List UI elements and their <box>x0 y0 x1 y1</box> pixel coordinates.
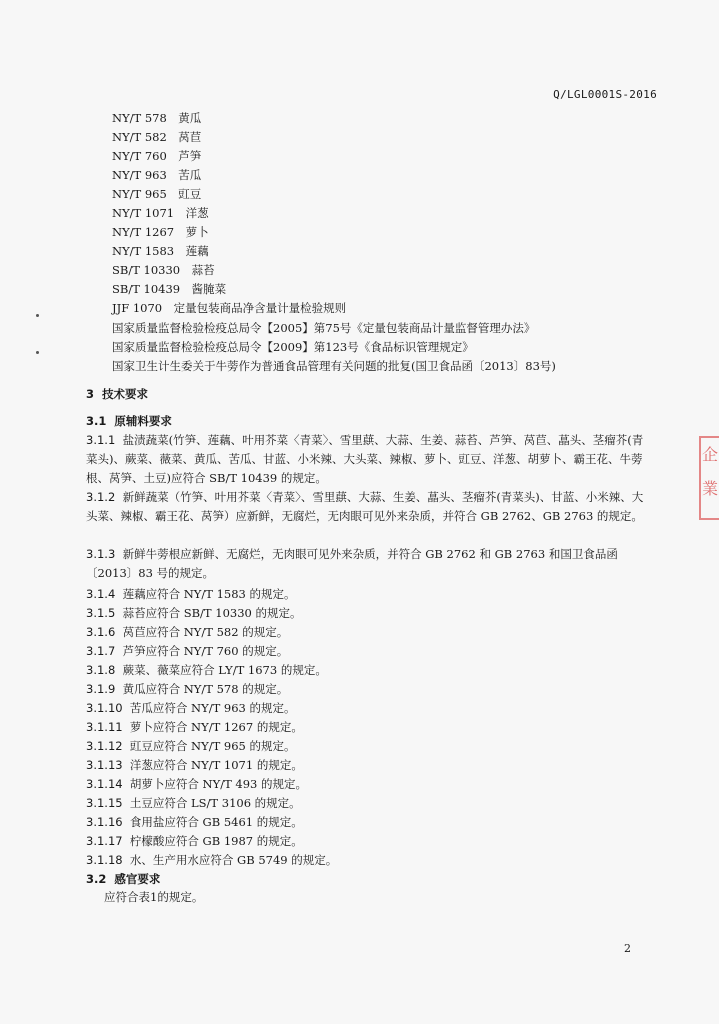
subsection-number: 3.1 <box>86 414 107 428</box>
clause-number: 3.1.18 <box>86 853 123 867</box>
clause-number: 3.1.10 <box>86 701 123 715</box>
clause-line <box>86 833 303 849</box>
section-heading <box>86 386 148 402</box>
official-seal-fragment <box>699 436 719 520</box>
clause-line <box>86 681 288 697</box>
section-number: 3 <box>86 387 95 401</box>
subsection-title: 感官要求 <box>114 872 161 886</box>
clause-text: 莴苣应符合 NY/T 582 的规定。 <box>122 625 289 639</box>
subsection-number: 3.2 <box>86 872 107 886</box>
clause-line <box>86 795 301 811</box>
clause-number: 3.1.9 <box>86 682 116 696</box>
seal-character: 企 <box>701 445 718 464</box>
clause-number: 3.1.7 <box>86 644 116 658</box>
clause-line <box>86 605 302 621</box>
clause-number: 3.1.11 <box>86 720 123 734</box>
clause-text: 胡萝卜应符合 NY/T 493 的规定。 <box>129 777 308 791</box>
clause-text: 盐渍蔬菜(竹笋、莲藕、叶用芥菜〈青菜〉、雪里蕻、大蒜、生姜、蒜苔、芦笋、莴苣、蕌头、茎瘤芥(青菜头)、蕨菜、薇菜、黄瓜、苦瓜、甘蓝、小米辣、大头菜、辣椒、萝卜、豇豆、洋葱、胡萝卜、霸王花、牛蒡根、莴笋、土豆)应符合 SB/T 10439 的规定。 <box>86 433 644 485</box>
clause-number: 3.1.17 <box>86 834 123 848</box>
seal-character: 業 <box>701 479 718 498</box>
clause-number: 3.1.12 <box>86 739 123 753</box>
subsection-heading <box>86 413 172 429</box>
clause-text: 食用盐应符合 GB 5461 的规定。 <box>129 815 303 829</box>
binding-hole-mark <box>36 314 39 317</box>
reference-item: JJF 1070 定量包装商品净含量计量检验规则 <box>112 301 347 315</box>
clause-text: 苦瓜应符合 NY/T 963 的规定。 <box>129 701 296 715</box>
reference-item: NY/T 965 豇豆 <box>112 187 202 201</box>
reference-item: NY/T 1071 洋葱 <box>112 206 209 220</box>
reference-item: NY/T 1583 莲藕 <box>112 244 209 258</box>
binding-hole-mark <box>36 351 39 354</box>
subsection-heading <box>86 871 160 887</box>
reference-item: SB/T 10330 蒜苔 <box>112 263 215 277</box>
page-number: 2 <box>624 942 631 955</box>
reference-item: NY/T 963 苦瓜 <box>112 168 202 182</box>
clause-number: 3.1.2 <box>86 490 116 504</box>
clause-text: 萝卜应符合 NY/T 1267 的规定。 <box>129 720 303 734</box>
clause-text: 蕨菜、薇菜应符合 LY/T 1673 的规定。 <box>122 663 327 677</box>
reference-item: 国家质量监督检验检疫总局令【2009】第123号《食品标识管理规定》 <box>112 340 474 354</box>
clause-number: 3.1.3 <box>86 547 116 561</box>
reference-item: SB/T 10439 酱腌菜 <box>112 282 227 296</box>
clause-text: 豇豆应符合 NY/T 965 的规定。 <box>129 739 296 753</box>
clause-text: 水、生产用水应符合 GB 5749 的规定。 <box>129 853 338 867</box>
clause-number: 3.1.1 <box>86 433 116 447</box>
clause-number: 3.1.16 <box>86 815 123 829</box>
clause-line <box>86 700 296 716</box>
clause-number: 3.1.14 <box>86 777 123 791</box>
clause-text: 蒜苔应符合 SB/T 10330 的规定。 <box>122 606 302 620</box>
clause-line <box>86 643 288 659</box>
clause-text: 芦笋应符合 NY/T 760 的规定。 <box>122 644 289 658</box>
clause-number: 3.1.15 <box>86 796 123 810</box>
clause-text: 莲藕应符合 NY/T 1583 的规定。 <box>122 587 296 601</box>
reference-item: NY/T 760 芦笋 <box>112 149 202 163</box>
reference-item: NY/T 578 黄瓜 <box>112 111 202 125</box>
reference-item: 国家质量监督检验检疫总局令【2005】第75号《定量包装商品计量监督管理办法》 <box>112 321 536 335</box>
clause-number: 3.1.13 <box>86 758 123 772</box>
section-body-text: 应符合表1的规定。 <box>104 890 204 904</box>
clause-text: 黄瓜应符合 NY/T 578 的规定。 <box>122 682 289 696</box>
clause-text: 柠檬酸应符合 GB 1987 的规定。 <box>129 834 303 848</box>
clause-text: 土豆应符合 LS/T 3106 的规定。 <box>129 796 301 810</box>
clause-line <box>86 814 303 830</box>
reference-item: 国家卫生计生委关于牛蒡作为普通食品管理有关问题的批复(国卫食品函〔2013〕83号) <box>112 359 556 373</box>
clause-number: 3.1.8 <box>86 663 116 677</box>
clause-line <box>86 719 303 735</box>
clause-line <box>86 757 303 773</box>
clause-paragraph <box>86 431 654 488</box>
clause-line <box>86 776 307 792</box>
clause-line <box>86 852 337 868</box>
clause-number: 3.1.6 <box>86 625 116 639</box>
clause-text: 新鲜蔬菜（竹笋、叶用芥菜〈青菜〉、雪里蕻、大蒜、生姜、蕌头、茎瘤芥(青菜头)、甘蓝、小米辣、大头菜、辣椒、霸王花、莴笋）应新鲜，无腐烂，无肉眼可见外来杂质，并符合 GB 2762、GB 2763 的规定。 <box>86 490 644 523</box>
clause-line <box>86 738 296 754</box>
reference-item: NY/T 582 莴苣 <box>112 130 202 144</box>
clause-number: 3.1.5 <box>86 606 116 620</box>
clause-paragraph <box>86 545 654 583</box>
clause-text: 洋葱应符合 NY/T 1071 的规定。 <box>129 758 303 772</box>
reference-item: NY/T 1267 萝卜 <box>112 225 209 239</box>
subsection-title: 原辅料要求 <box>114 414 172 428</box>
clause-line <box>86 586 296 602</box>
clause-line <box>86 624 288 640</box>
clause-paragraph <box>86 488 654 526</box>
document-code: Q/LGL0001S-2016 <box>553 88 657 101</box>
section-title: 技术要求 <box>102 387 149 401</box>
clause-number: 3.1.4 <box>86 587 116 601</box>
clause-line <box>86 662 327 678</box>
clause-text: 新鲜牛蒡根应新鲜、无腐烂，无肉眼可见外来杂质，并符合 GB 2762 和 GB 2763 和国卫食品函〔2013〕83 号的规定。 <box>86 547 618 580</box>
